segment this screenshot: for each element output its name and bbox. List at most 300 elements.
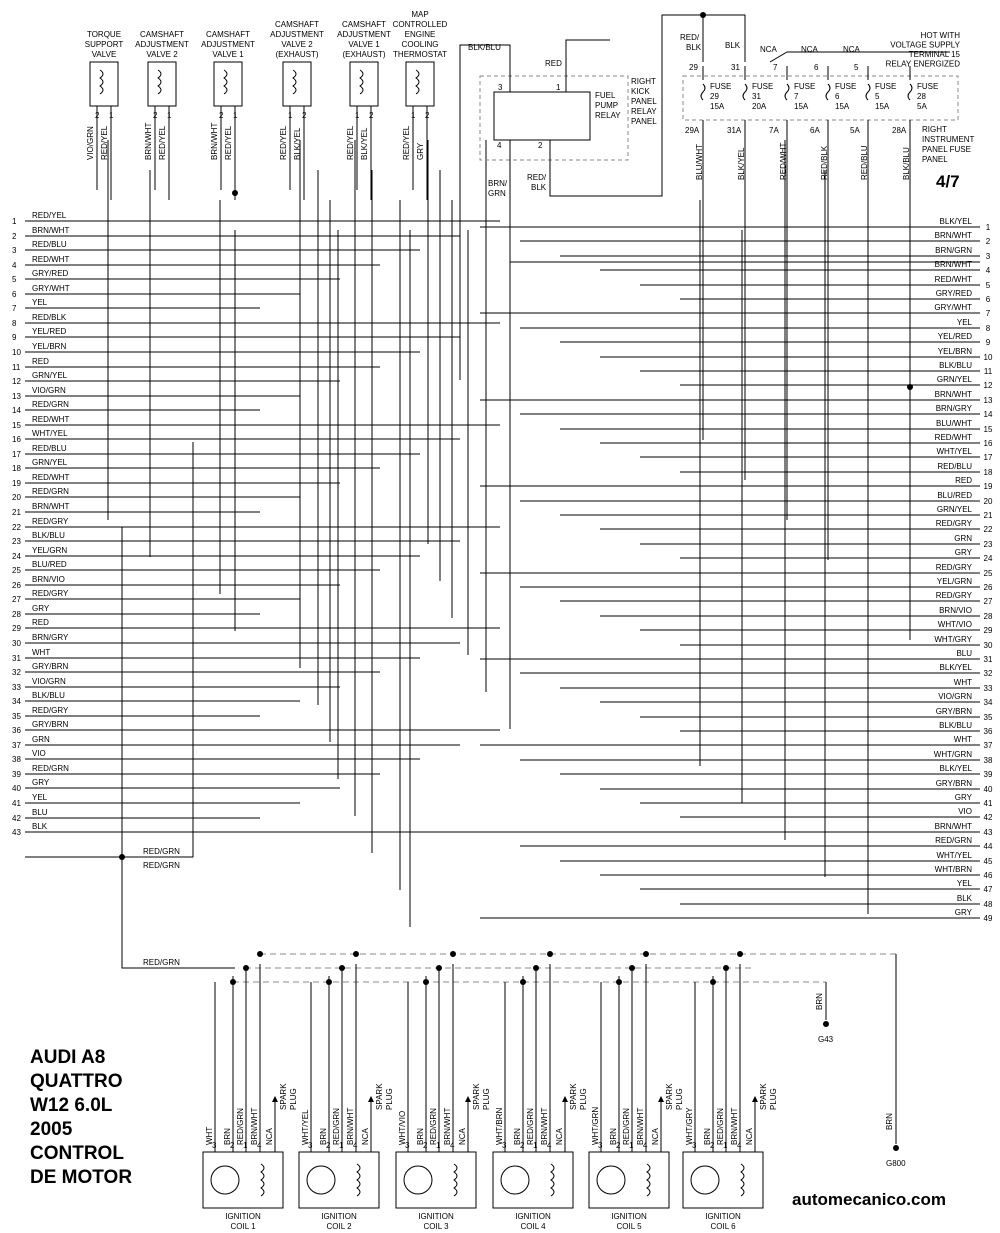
left-pin-number: 29: [12, 624, 21, 633]
left-pin-number: 7: [12, 304, 17, 313]
right-pin-number: 16: [983, 439, 993, 448]
right-wire-label: BLU: [956, 649, 972, 658]
left-pin-number: 37: [12, 741, 21, 750]
right-wire-label: BLK/YEL: [939, 217, 972, 226]
spark-plug-arrow-icon: [752, 1096, 758, 1102]
right-pin-number: 27: [983, 597, 993, 606]
left-wire-label: RED/GRN: [32, 487, 69, 496]
left-pin-number: 28: [12, 610, 21, 619]
coil-driver-icon: [404, 1166, 432, 1194]
splice-dot: [723, 965, 729, 971]
fuse-wire-label: NCA: [843, 45, 860, 54]
component-label: MAP: [411, 10, 429, 19]
right-pin-number: 30: [983, 641, 993, 650]
left-wire-label: RED/WHT: [32, 415, 70, 424]
left-wire-label: VIO/GRN: [32, 386, 66, 395]
coil-label: IGNITION: [225, 1212, 261, 1221]
fuse-wire-label: BLK/YEL: [737, 147, 746, 180]
left-pin-number: 30: [12, 639, 21, 648]
right-pin-number: 49: [983, 914, 993, 923]
coil-wire-label: WHT/GRN: [591, 1106, 600, 1145]
ignition-coil-box: [589, 1152, 669, 1208]
coil-driver-icon: [211, 1166, 239, 1194]
left-pin-number: 22: [12, 523, 21, 532]
component-wire-label: RED/YEL: [346, 125, 355, 160]
component-pin: 1: [167, 111, 172, 120]
left-pin-number: 23: [12, 537, 21, 546]
splice-dot: [643, 951, 649, 957]
right-pin-number: 39: [983, 770, 993, 779]
spark-plug-arrow-icon: [562, 1096, 568, 1102]
left-wire-label: RED/WHT: [32, 255, 70, 264]
left-pin-number: 4: [12, 261, 17, 270]
coil-label: IGNITION: [321, 1212, 357, 1221]
spark-plug-label: SPARK: [279, 1083, 288, 1110]
left-pin-number: 12: [12, 377, 21, 386]
right-wire-label: GRY/BRN: [935, 707, 972, 716]
component-box: [148, 62, 176, 106]
relay-wire-label: BLK/BLU: [468, 43, 501, 52]
right-wire-label: RED/GRY: [935, 563, 972, 572]
left-wire-label: GRY: [32, 778, 50, 787]
right-wire-label: YEL: [956, 879, 972, 888]
coil-label: COIL 1: [230, 1222, 256, 1231]
coil-pin: 4: [353, 1141, 358, 1150]
diagram-title: [30, 1046, 132, 1190]
fuse-wire-label: BLU/WHT: [695, 144, 704, 180]
right-wire-label: BLU/RED: [937, 491, 972, 500]
coil-wire-label: WHT/YEL: [301, 1109, 310, 1145]
right-pin-number: 8: [985, 324, 991, 333]
splice-dot: [436, 965, 442, 971]
relay-label: RIGHT: [631, 77, 656, 86]
left-pin-number: 40: [12, 784, 21, 793]
right-wire-label: RED/GRN: [935, 836, 972, 845]
relay-wire: [566, 40, 610, 92]
spark-plug-label: PLUG: [385, 1088, 394, 1110]
right-pin-number: 45: [983, 857, 993, 866]
coil-pin: 2: [423, 1141, 428, 1150]
right-pin-number: 13: [983, 396, 993, 405]
relay-wire-label: RED: [545, 59, 562, 68]
fuse-top-pin: 29: [689, 63, 698, 72]
right-pin-number: 43: [983, 828, 993, 837]
right-pin-number: 48: [983, 900, 993, 909]
spark-plug-label: PLUG: [675, 1088, 684, 1110]
fuse-amperage: 15A: [875, 102, 890, 111]
fuse-number: 5: [875, 92, 880, 101]
component-box: [406, 62, 434, 106]
right-wire-label: RED/WHT: [934, 275, 972, 284]
relay-label: RELAY: [595, 111, 621, 120]
left-wire-label: GRY/BRN: [32, 662, 69, 671]
left-wire-label: RED: [32, 618, 49, 627]
left-pin-number: 26: [12, 581, 21, 590]
right-pin-number: 6: [985, 295, 991, 304]
right-pin-number: 35: [983, 713, 993, 722]
component-label: VALVE 2: [281, 40, 313, 49]
left-wire-label: RED/GRY: [32, 589, 69, 598]
fuse-name: FUSE: [917, 82, 939, 91]
left-wire-label: RED/GRN: [32, 400, 69, 409]
left-pin-number: 20: [12, 493, 21, 502]
coil-winding-icon: [741, 1164, 744, 1196]
right-pin-number: 14: [983, 410, 993, 419]
spark-plug-label: SPARK: [665, 1083, 674, 1110]
right-pin-number: 42: [983, 813, 993, 822]
coil-label: COIL 5: [616, 1222, 642, 1231]
fuse-icon: [701, 84, 705, 100]
fuse-panel-header: RELAY ENERGIZED: [885, 59, 960, 69]
right-pin-number: 36: [983, 727, 993, 736]
right-pin-number: 23: [983, 540, 993, 549]
coil-wire-label: NCA: [745, 1128, 754, 1145]
right-wire-label: BRN/WHT: [934, 231, 972, 240]
left-wire-label: RED/WHT: [32, 473, 70, 482]
coil-winding-icon: [261, 1164, 264, 1196]
fuse-number: 28: [917, 92, 926, 101]
right-pin-number: 38: [983, 756, 993, 765]
relay-wire-label: BRN/: [488, 179, 508, 188]
left-pin-number: 2: [12, 232, 17, 241]
spark-plug-arrow-icon: [658, 1096, 664, 1102]
coil-wire-label: RED/GRN: [716, 1108, 725, 1145]
relay-pin: 3: [498, 83, 503, 92]
right-pin-number: 7: [985, 309, 991, 318]
right-pin-number: 32: [983, 669, 993, 678]
fuse-panel-footer: PANEL FUSE: [922, 145, 971, 154]
splice-dot: [547, 951, 553, 957]
coil-wire-label: NCA: [555, 1128, 564, 1145]
right-wire-label: GRY/WHT: [934, 303, 972, 312]
component-box: [214, 62, 242, 106]
spark-plug-label: PLUG: [289, 1088, 298, 1110]
left-pin-number: 43: [12, 828, 21, 837]
coil-wire-label: BRN/WHT: [730, 1107, 739, 1145]
left-pin-number: 32: [12, 668, 21, 677]
right-wire-label: YEL: [956, 318, 972, 327]
left-pin-number: 16: [12, 435, 21, 444]
fuse-wire-label: RED/: [680, 33, 700, 42]
relay-label: RELAY: [631, 107, 657, 116]
page-indicator: 4/7: [936, 172, 960, 191]
left-pin-number: 8: [12, 319, 17, 328]
ground-g800-icon: [893, 1145, 899, 1151]
left-pin-number: 35: [12, 712, 21, 721]
left-wire-label: RED/BLU: [32, 240, 67, 249]
fuse-panel-header: TERMINAL 15: [908, 50, 960, 59]
right-wire-label: WHT/GRN: [933, 750, 972, 759]
left-pin-number: 13: [12, 392, 21, 401]
coil-wire-label: NCA: [651, 1128, 660, 1145]
splice-dot: [353, 951, 359, 957]
relay-wire-label: RED/: [527, 173, 547, 182]
solenoid-coil-icon: [360, 70, 363, 94]
coil-wire-label: NCA: [265, 1128, 274, 1145]
relay-wire-label: BLK: [531, 183, 547, 192]
splice-dot: [326, 979, 332, 985]
left-pin-number: 10: [12, 348, 21, 357]
coil-wire-label: BRN: [319, 1128, 328, 1145]
right-pin-number: 37: [983, 741, 993, 750]
left-wire-label: GRN/YEL: [32, 458, 68, 467]
left-wire-label: BRN/WHT: [32, 502, 70, 511]
right-pin-number: 5: [985, 281, 991, 290]
right-wire-label: BLK: [956, 894, 972, 903]
coil-wire-label: BRN: [703, 1128, 712, 1145]
fuse-top-pin: 7: [773, 63, 778, 72]
right-wire-label: RED: [955, 476, 972, 485]
coil-driver-icon: [691, 1166, 719, 1194]
coil-label: COIL 6: [710, 1222, 736, 1231]
left-wire-label: RED/BLU: [32, 444, 67, 453]
spark-plug-label: PLUG: [579, 1088, 588, 1110]
left-pin-number: 3: [12, 246, 17, 255]
splice-dot: [243, 965, 249, 971]
left-wire-label: BRN/GRY: [32, 633, 69, 642]
solenoid-coil-icon: [158, 70, 161, 94]
left-pin-number: 27: [12, 595, 21, 604]
right-wire-label: BLK/YEL: [939, 764, 972, 773]
left-pin-number: 14: [12, 406, 21, 415]
coil-pin: 4: [450, 1141, 455, 1150]
component-label: CAMSHAFT: [140, 30, 184, 39]
coil-driver-icon: [307, 1166, 335, 1194]
right-pin-number: 34: [983, 698, 993, 707]
right-wire-label: WHT: [953, 678, 972, 687]
relay-wire-label: GRN: [488, 189, 506, 198]
relay-label: FUEL: [595, 91, 616, 100]
ground-wire-label: BRN: [815, 993, 824, 1010]
component-label: ADJUSTMENT: [337, 30, 391, 39]
coil-pin: 2: [326, 1141, 331, 1150]
component-wire-label: RED/YEL: [158, 125, 167, 160]
component-pin: 2: [153, 111, 158, 120]
fuse-top-pin: 31: [731, 63, 740, 72]
right-pin-number: 17: [983, 453, 993, 462]
left-pin-number: 5: [12, 275, 17, 284]
fuse-wire-label: RED/BLK: [820, 145, 829, 180]
component-box: [90, 62, 118, 106]
component-pin: 2: [425, 111, 430, 120]
left-pin-number: 41: [12, 799, 21, 808]
left-pin-number: 24: [12, 552, 21, 561]
fuse-name: FUSE: [875, 82, 897, 91]
right-wire-label: GRN: [954, 534, 972, 543]
left-pin-number: 36: [12, 726, 21, 735]
coil-wire-label: RED/GRN: [429, 1108, 438, 1145]
splice-dot: [907, 384, 913, 390]
right-pin-number: 24: [983, 554, 993, 563]
splice-wire: [122, 527, 235, 968]
component-label: SUPPORT: [84, 40, 124, 49]
component-pin: 2: [302, 111, 307, 120]
fuse-wire-label: NCA: [801, 45, 818, 54]
fuse-top-pin: 5: [854, 63, 859, 72]
left-wire-label: YEL: [32, 298, 48, 307]
right-wire-label: WHT/YEL: [936, 447, 972, 456]
coil-pin: 4: [257, 1141, 262, 1150]
right-wire-label: BRN/WHT: [934, 260, 972, 269]
fuse-panel-header: VOLTAGE SUPPLY: [890, 40, 960, 50]
fuse-icon: [866, 84, 870, 100]
right-wire-label: RED/GRY: [935, 519, 972, 528]
coil-pin: 3: [212, 1141, 217, 1150]
splice-dot: [629, 965, 635, 971]
left-wire-label: VIO: [32, 749, 46, 758]
right-wire-label: BLK/BLU: [939, 721, 972, 730]
left-wire-label: RED/GRY: [32, 706, 69, 715]
right-wire-label: BRN/WHT: [934, 822, 972, 831]
coil-pin: 1: [629, 1141, 634, 1150]
component-label: VALVE 2: [146, 50, 178, 59]
right-wire-label: VIO/GRN: [938, 692, 972, 701]
fuse-panel-footer: INSTRUMENT: [922, 135, 975, 144]
coil-wire-label: RED/GRN: [622, 1108, 631, 1145]
coil-wire-label: BRN/WHT: [636, 1107, 645, 1145]
component-wire-label: BLK/YEL: [293, 127, 302, 160]
fuse-number: 31: [752, 92, 761, 101]
component-pin: 2: [369, 111, 374, 120]
right-wire-label: WHT: [953, 735, 972, 744]
coil-label: IGNITION: [611, 1212, 647, 1221]
right-wire-label: GRY: [954, 793, 972, 802]
coil-pin: 1: [723, 1141, 728, 1150]
right-wire-label: RED/BLU: [937, 462, 972, 471]
right-wire-label: RED/WHT: [934, 433, 972, 442]
left-wire-label: YEL: [32, 793, 48, 802]
right-pin-number: 31: [983, 655, 993, 664]
coil-pin: 2: [710, 1141, 715, 1150]
component-wire-label: RED/YEL: [279, 125, 288, 160]
fuse-panel-footer: RIGHT: [922, 125, 947, 134]
left-wire-label: GRY/BRN: [32, 720, 69, 729]
right-pin-number: 47: [983, 885, 993, 894]
component-label: COOLING: [401, 40, 439, 49]
title-line: 2005: [30, 1119, 73, 1140]
left-wire-label: GRN: [32, 735, 50, 744]
fuse-wire-label: BLK/BLU: [902, 147, 911, 180]
coil-pin: 4: [737, 1141, 742, 1150]
right-wire-label: GRN/YEL: [936, 375, 972, 384]
relay-label: PUMP: [595, 101, 619, 110]
coil-wire-label: WHT: [205, 1126, 214, 1145]
coil-pin: 3: [502, 1141, 507, 1150]
right-wire-label: BRN/WHT: [934, 390, 972, 399]
component-label: CAMSHAFT: [342, 20, 386, 29]
right-pin-number: 4: [985, 266, 991, 275]
spark-plug-label: SPARK: [472, 1083, 481, 1110]
right-wire-label: WHT/VIO: [937, 620, 972, 629]
component-label: ENGINE: [404, 30, 436, 39]
fuse-bottom-pin: 6A: [810, 126, 820, 135]
spark-plug-arrow-icon: [368, 1096, 374, 1102]
component-wire-label: VIO/GRN: [86, 126, 95, 160]
fuse-icon: [826, 84, 830, 100]
right-wire-label: BLU/WHT: [936, 419, 972, 428]
splice-dot: [520, 979, 526, 985]
component-wire-label: RED/YEL: [224, 125, 233, 160]
coil-pin: 1: [533, 1141, 538, 1150]
right-pin-number: 12: [983, 381, 993, 390]
right-wire-label: GRN/YEL: [936, 505, 972, 514]
coil-pin: 4: [643, 1141, 648, 1150]
fuse-name: FUSE: [794, 82, 816, 91]
splice-dot: [232, 190, 238, 196]
right-wire-label: GRY: [954, 548, 972, 557]
left-pin-number: 11: [12, 363, 21, 372]
splice-dot: [710, 979, 716, 985]
coil-label: IGNITION: [515, 1212, 551, 1221]
component-label: VALVE: [91, 50, 117, 59]
relay-label: PANEL: [631, 97, 657, 106]
left-pin-number: 15: [12, 421, 21, 430]
coil-wire-label: BRN/WHT: [346, 1107, 355, 1145]
right-pin-number: 22: [983, 525, 993, 534]
splice-wire-label: RED/GRN: [143, 958, 180, 967]
fuse-wire-label: RED/WHT: [779, 142, 788, 180]
component-wire-label: RED/YEL: [402, 125, 411, 160]
left-wire-label: RED/BLK: [32, 313, 67, 322]
left-pin-number: 25: [12, 566, 21, 575]
component-label: THERMOSTAT: [393, 50, 447, 59]
left-wire-label: VIO/GRN: [32, 677, 66, 686]
left-pin-number: 33: [12, 683, 21, 692]
left-pin-number: 6: [12, 290, 17, 299]
relay-pin: 1: [556, 83, 561, 92]
component-label: ADJUSTMENT: [135, 40, 189, 49]
left-pin-number: 9: [12, 333, 17, 342]
left-pin-number: 18: [12, 464, 21, 473]
coil-wire-label: BRN: [513, 1128, 522, 1145]
left-wire-label: BLU/RED: [32, 560, 67, 569]
fuse-icon: [743, 84, 747, 100]
fuse-feed-wire: [703, 15, 745, 62]
right-wire-label: GRY/BRN: [935, 779, 972, 788]
coil-pin: 3: [692, 1141, 697, 1150]
fuse-panel-header: HOT WITH: [920, 31, 960, 40]
component-pin: 1: [288, 111, 293, 120]
solenoid-coil-icon: [100, 70, 103, 94]
fuse-number: 6: [835, 92, 840, 101]
left-pin-number: 31: [12, 654, 21, 663]
left-wire-label: WHT/YEL: [32, 429, 68, 438]
right-wire-label: WHT/BRN: [934, 865, 972, 874]
left-wire-label: GRY/RED: [32, 269, 69, 278]
coil-pin: 3: [405, 1141, 410, 1150]
right-pin-number: 33: [983, 684, 993, 693]
fuse-top-pin: 6: [814, 63, 819, 72]
right-pin-number: 40: [983, 785, 993, 794]
coil-pin: 2: [230, 1141, 235, 1150]
component-label: ADJUSTMENT: [270, 30, 324, 39]
fuse-number: 7: [794, 92, 799, 101]
fuse-amperage: 15A: [794, 102, 809, 111]
ignition-coil-box: [493, 1152, 573, 1208]
component-pin: 2: [219, 111, 224, 120]
fuse-name: FUSE: [752, 82, 774, 91]
right-pin-number: 19: [983, 482, 993, 491]
fuse-bottom-pin: 7A: [769, 126, 779, 135]
fuse-panel-footer: PANEL: [922, 155, 948, 164]
relay-pin: 4: [497, 141, 502, 150]
website-watermark: automecanico.com: [792, 1190, 946, 1209]
ground-wire-label: BRN: [885, 1113, 894, 1130]
coil-winding-icon: [454, 1164, 457, 1196]
spark-plug-label: PLUG: [482, 1088, 491, 1110]
coil-pin: 1: [436, 1141, 441, 1150]
left-wire-label: BLK/BLU: [32, 531, 65, 540]
